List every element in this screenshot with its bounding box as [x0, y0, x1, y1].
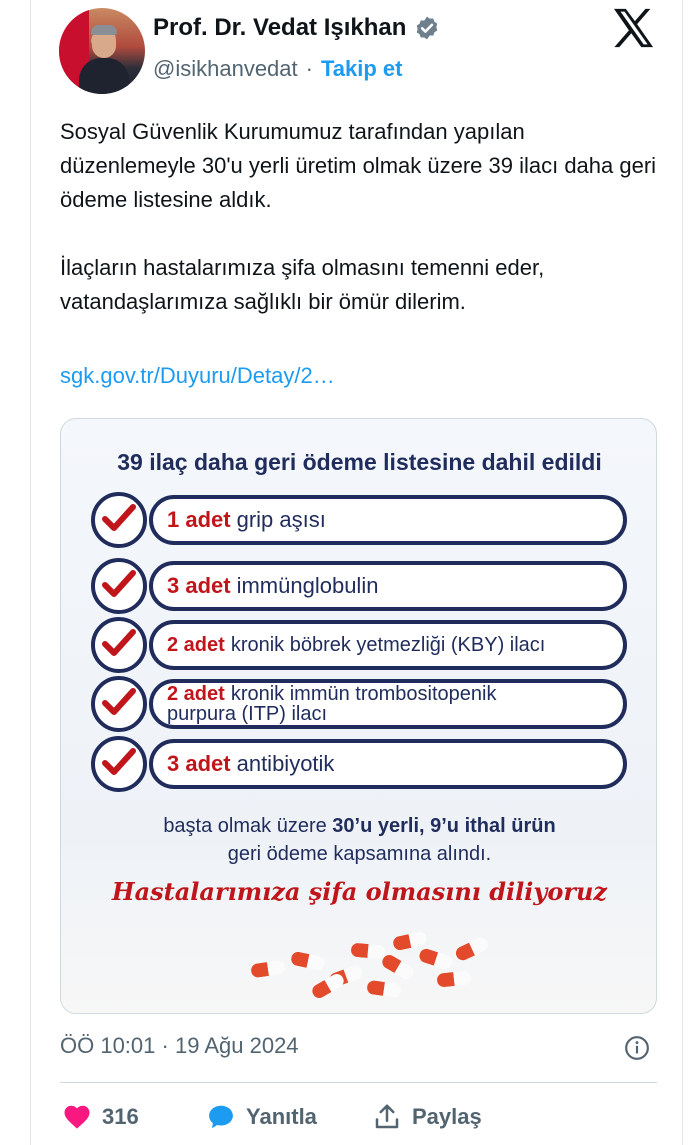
item-text: grip aşısı: [236, 507, 326, 532]
item-count: 3 adet: [167, 573, 231, 598]
media-list-item: [91, 492, 627, 548]
item-count: 2 adet: [167, 633, 225, 656]
divider: [60, 1082, 657, 1083]
verified-badge-icon: [414, 15, 440, 41]
share-button[interactable]: [372, 1102, 482, 1132]
capsule: [418, 947, 455, 971]
note-prefix: başta olmak üzere: [163, 815, 333, 837]
item-label: [167, 736, 334, 792]
tweet-time: ÖÖ 10:01: [60, 1033, 156, 1058]
capsule: [290, 951, 326, 972]
item-text: kronik böbrek yetmezliği (KBY) ilacı: [230, 633, 546, 656]
check-icon: [102, 629, 136, 659]
capsule: [366, 980, 402, 999]
item-label: [167, 617, 545, 673]
capsules-illustration: [241, 924, 501, 1004]
tweet-media-image[interactable]: [60, 418, 657, 1014]
author-display-name[interactable]: Prof. Dr. Vedat Işıkhan: [153, 14, 407, 41]
note-bold: 30’u yerli, 9’u ithal ürün: [332, 815, 556, 837]
author-handle[interactable]: @isikhanvedat: [153, 56, 298, 81]
like-button[interactable]: [62, 1102, 139, 1132]
capsule: [350, 943, 385, 960]
item-count: 2 adet: [167, 683, 225, 705]
item-text: antibiyotik: [236, 751, 335, 776]
check-icon: [102, 688, 136, 718]
handle-separator: ·: [305, 56, 313, 81]
capsule: [436, 970, 471, 987]
info-icon[interactable]: [624, 1035, 650, 1061]
card-border-right: [682, 0, 683, 1145]
like-count: 316: [102, 1104, 139, 1129]
check-icon: [102, 570, 136, 600]
author-handle-row: [153, 56, 402, 82]
media-title: 39 ilaç daha geri ödeme listesine dahil edildi: [117, 449, 602, 475]
media-list-item: [91, 736, 627, 792]
media-list-item: [91, 676, 627, 732]
card-border-left: [30, 0, 31, 1145]
item-label: [167, 492, 326, 548]
capsule: [250, 960, 286, 979]
media-wish-text: Hastalarımıza şifa olmasını diliyoruz: [111, 877, 608, 906]
media-list-item: [91, 617, 627, 673]
reply-bubble-icon: [206, 1102, 236, 1132]
avatar-hair: [91, 25, 117, 35]
item-text: immünglobulin: [236, 573, 379, 598]
media-list-item: [91, 558, 627, 614]
tweet-date: 19 Ağu 2024: [174, 1033, 299, 1058]
tweet-timestamp[interactable]: [60, 1033, 299, 1059]
tweet-text: [60, 115, 660, 319]
share-label: Paylaş: [412, 1104, 482, 1129]
tweet-paragraph-2: İlaçların hastalarımıza şifa olmasını temenni eder, vatandaşlarımıza sağlıklı bir ömür dilerim.: [60, 255, 545, 314]
avatar-suit: [79, 58, 129, 94]
timestamp-separator: ·: [161, 1033, 169, 1058]
item-count: 3 adet: [167, 751, 231, 776]
item-text: kronik immün trombositopenik: [230, 683, 497, 705]
check-icon: [102, 748, 136, 778]
author-name-row[interactable]: [153, 14, 440, 42]
tweet-paragraph-1: Sosyal Güvenlik Kurumumuz tarafından yapılan düzenlemeyle 30'u yerli üretim olmak üzere 39 ilacı daha geri ödeme listesine aldık.: [60, 119, 657, 212]
item-label: [167, 558, 378, 614]
item-count: 1 adet: [167, 507, 231, 532]
heart-icon: [62, 1102, 92, 1132]
reply-label: Yanıtla: [246, 1104, 317, 1129]
item-text-line2: purpura (ITP) ilacı: [167, 703, 328, 725]
avatar[interactable]: [59, 8, 145, 94]
x-logo-icon[interactable]: [612, 8, 656, 48]
capsule: [380, 952, 416, 981]
check-icon: [102, 504, 136, 534]
item-label: [167, 676, 496, 732]
share-icon: [372, 1102, 402, 1132]
reply-button[interactable]: [206, 1102, 317, 1132]
media-footer-note: [61, 812, 657, 868]
note-line-2: geri ödeme kapsamına alındı.: [227, 843, 492, 865]
follow-button[interactable]: Takip et: [320, 56, 403, 81]
tweet-link[interactable]: sgk.gov.tr/Duyuru/Detay/2…: [60, 363, 335, 388]
capsule: [454, 935, 491, 962]
